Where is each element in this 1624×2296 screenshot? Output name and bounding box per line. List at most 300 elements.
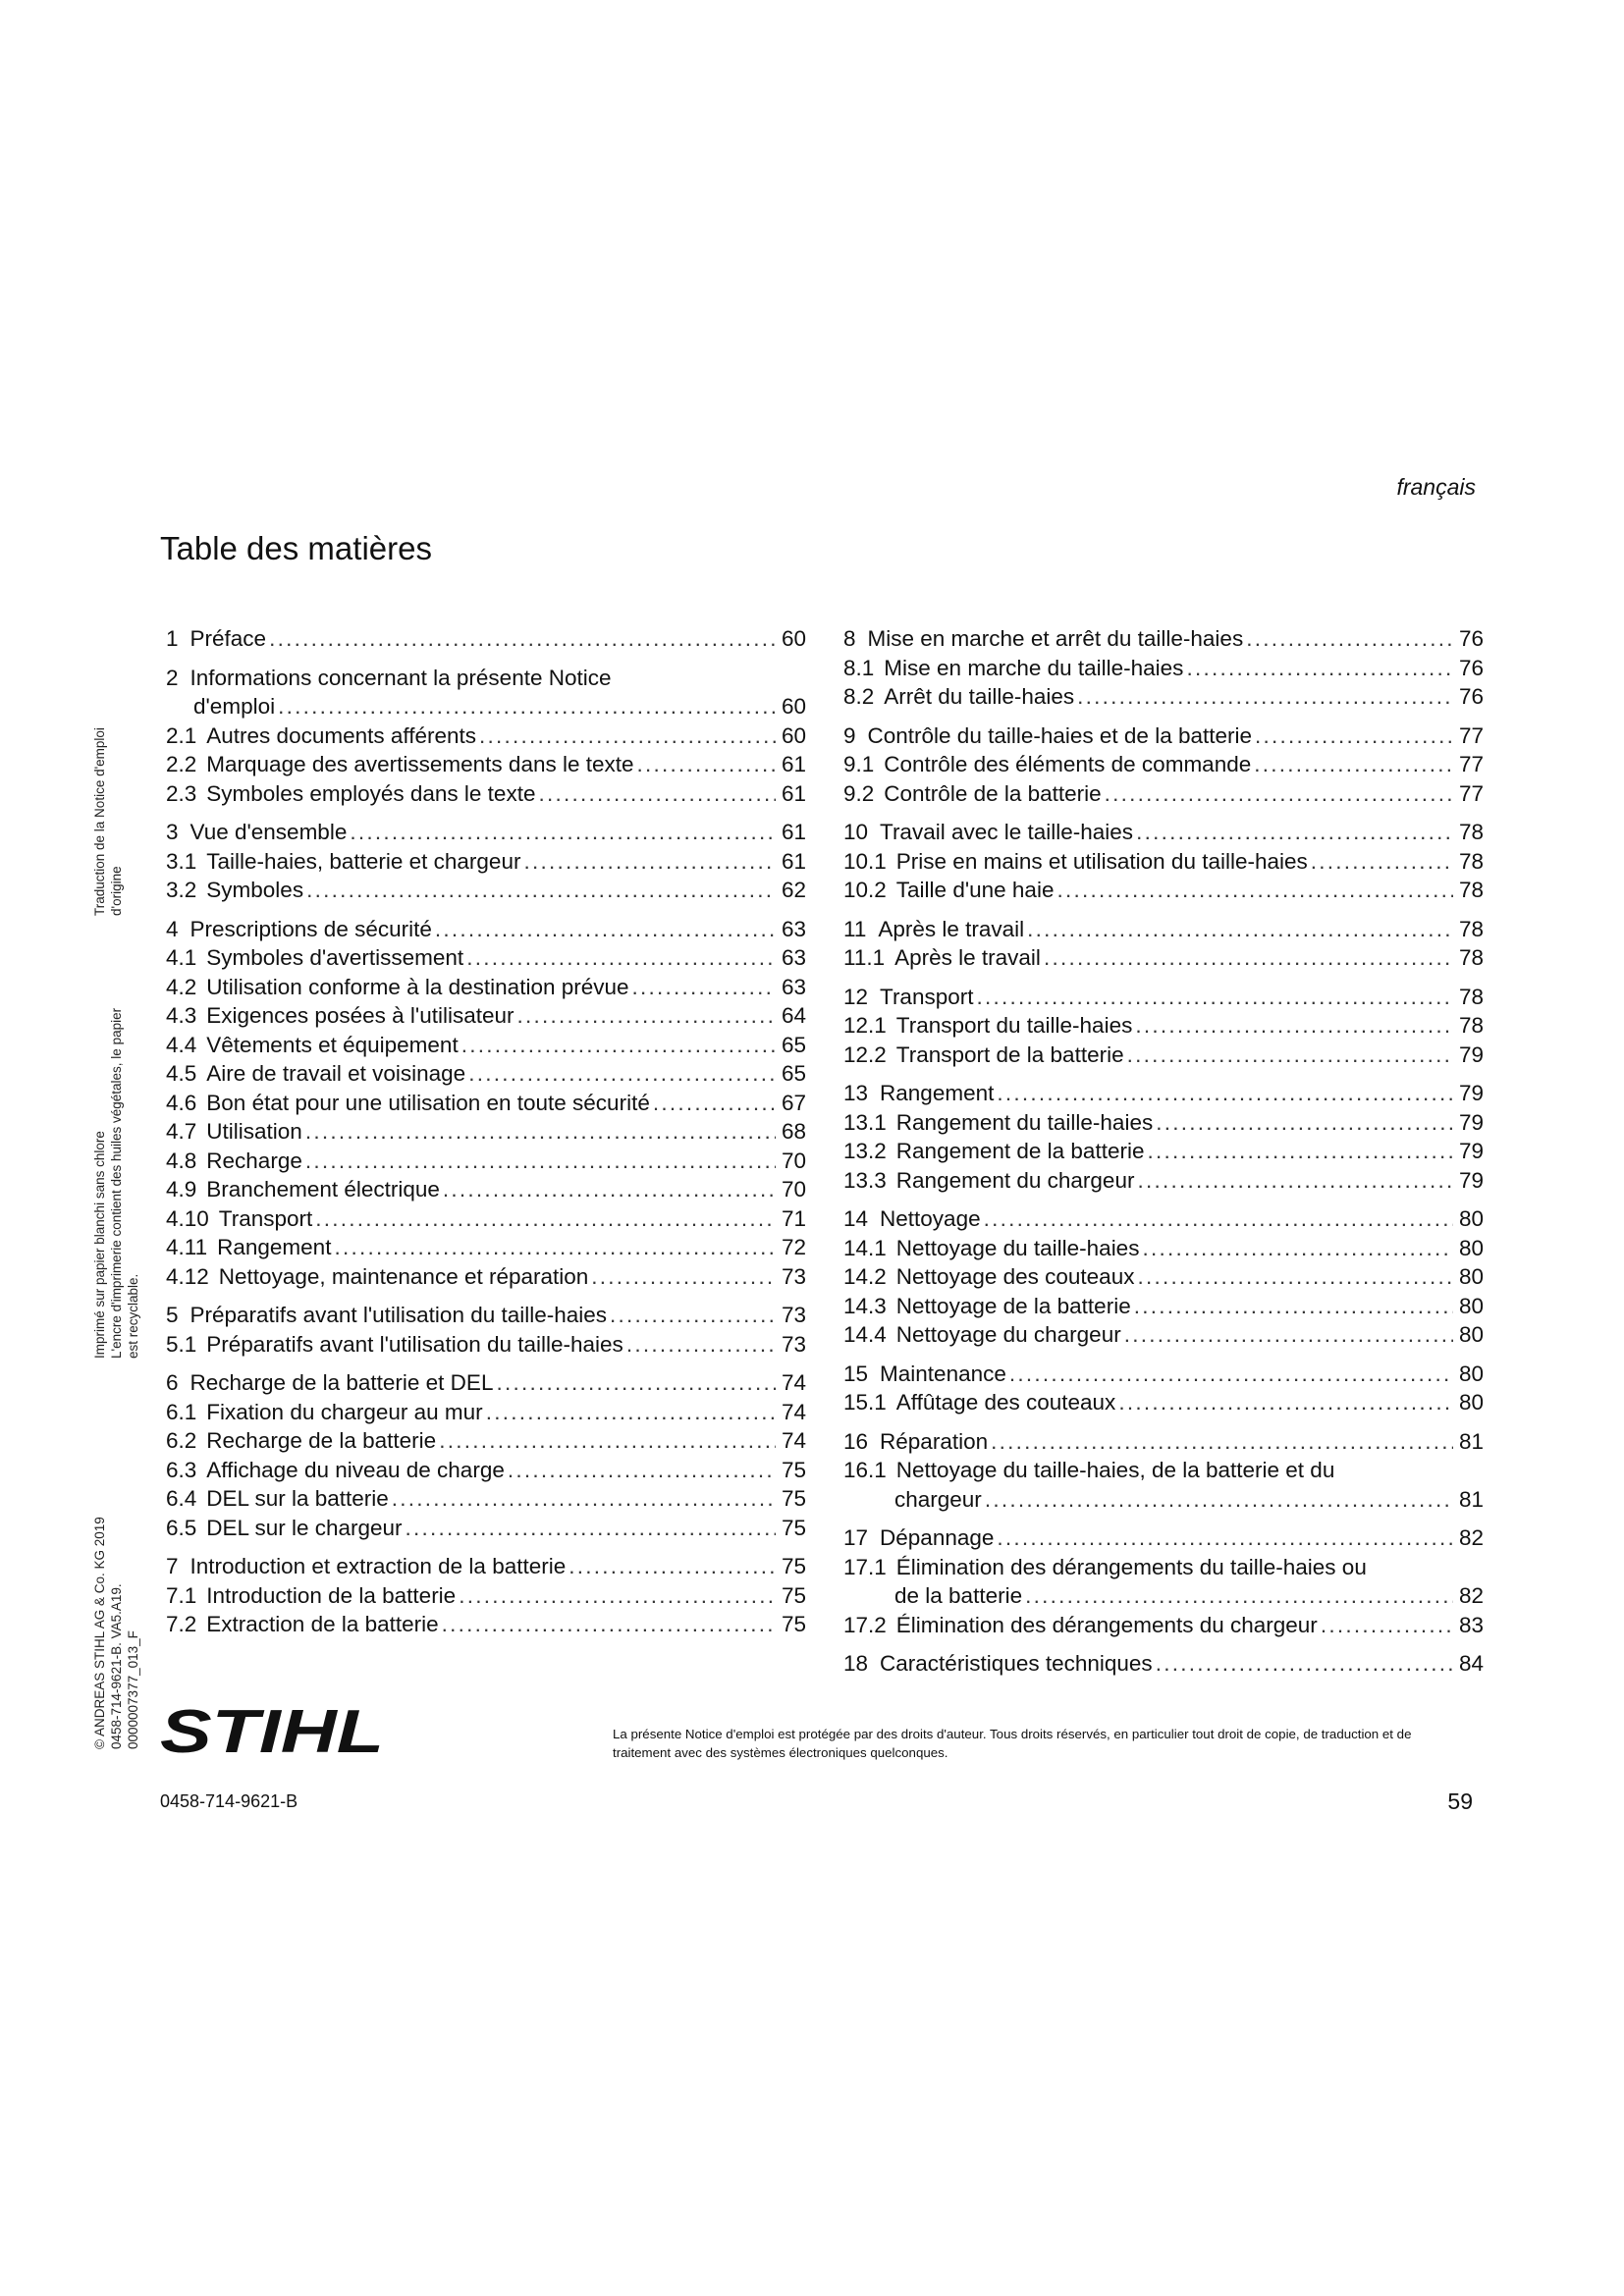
- toc-page-number: 71: [781, 1205, 806, 1231]
- toc-section-entry: [843, 943, 1484, 973]
- toc-page-number: 70: [781, 1148, 806, 1173]
- toc-page-number: 60: [781, 694, 806, 719]
- toc-leader-dots: [1156, 1649, 1453, 1679]
- toc-page-number: 77: [1458, 722, 1484, 748]
- toc-chapter-entry: [843, 1360, 1484, 1389]
- toc-leader-dots: [315, 1204, 776, 1234]
- toc-title: Prescriptions de sécurité: [189, 916, 432, 941]
- toc-leader-dots: [637, 750, 776, 779]
- toc-title: Symboles: [206, 878, 304, 902]
- toc-title: Maintenance: [880, 1361, 1006, 1386]
- toc-title: Élimination des dérangements du chargeur: [895, 1612, 1318, 1637]
- toc-number: 2.3: [166, 780, 197, 806]
- toc-leader-dots: [269, 624, 776, 654]
- toc-leader-dots: [610, 1301, 776, 1330]
- toc-leader-dots: [439, 1426, 776, 1456]
- toc-chapter-entry: [843, 1649, 1484, 1679]
- toc-number: 14.3: [843, 1293, 887, 1318]
- sidebar-translation-note: [91, 727, 125, 916]
- toc-section-entry: [843, 1234, 1484, 1263]
- toc-leader-dots: [1254, 750, 1453, 779]
- toc-title: Recharge de la batterie: [206, 1428, 437, 1453]
- toc-number: 12.2: [843, 1041, 887, 1067]
- toc-number: 6: [166, 1370, 179, 1395]
- toc-number: 17: [843, 1525, 869, 1550]
- toc-title: Rangement du chargeur: [895, 1167, 1135, 1193]
- toc-leader-dots: [1124, 1320, 1453, 1350]
- toc-number: 6.2: [166, 1428, 197, 1453]
- toc-section-entry: [843, 1011, 1484, 1041]
- toc-title: Symboles employés dans le texte: [206, 780, 536, 806]
- toc-leader-dots: [1056, 876, 1453, 905]
- toc-number: 17.1: [843, 1554, 887, 1579]
- toc-section-entry: [843, 1320, 1484, 1350]
- toc-leader-dots: [984, 1204, 1453, 1234]
- sidebar-line: L'encre d'imprimerie contient des huiles végétales, le papier: [109, 1007, 124, 1359]
- toc-leader-dots: [997, 1523, 1453, 1553]
- toc-leader-dots: [517, 1001, 776, 1031]
- toc-chapter-entry: [166, 1552, 806, 1581]
- toc-title-continued: d'emploi: [193, 694, 276, 719]
- toc-leader-dots: [1142, 1234, 1453, 1263]
- toc-number: 4.11: [166, 1235, 208, 1259]
- toc-page-number: 77: [1458, 780, 1484, 806]
- toc-page-number: 76: [1458, 655, 1484, 680]
- sidebar-copyright-note: [91, 1517, 141, 1749]
- toc-section-entry: [843, 779, 1484, 809]
- toc-title: Nettoyage du taille-haies, de la batterie et du: [895, 1458, 1335, 1482]
- sidebar-line: 0458-714-9621-B. VA5.A19.: [109, 1583, 124, 1749]
- toc-number: 12: [843, 984, 869, 1009]
- toc-title: Rangement de la batterie: [895, 1139, 1145, 1163]
- toc-page-number: 74: [781, 1370, 806, 1395]
- toc-page-number: 77: [1458, 752, 1484, 776]
- toc-page-number: 78: [1458, 916, 1484, 941]
- toc-number: 4.4: [166, 1032, 197, 1057]
- logo-text: STIHL: [160, 1703, 384, 1758]
- toc-section-entry: [843, 682, 1484, 712]
- toc-number: 14: [843, 1206, 869, 1231]
- toc-number: 11: [843, 916, 867, 941]
- toc-number: 4.3: [166, 1003, 197, 1028]
- toc-leader-dots: [442, 1610, 776, 1639]
- sidebar-print-note: [91, 1008, 141, 1359]
- toc-page-number: 75: [781, 1612, 806, 1636]
- toc-number: 10: [843, 820, 869, 844]
- toc-title-continued: chargeur: [894, 1486, 982, 1512]
- toc-page-number: 83: [1458, 1612, 1484, 1637]
- toc-leader-dots: [538, 779, 776, 809]
- toc-section-entry: [166, 721, 806, 751]
- toc-title: Transport: [880, 984, 974, 1009]
- toc-page-number: 80: [1458, 1322, 1484, 1347]
- toc-number: 14.2: [843, 1264, 887, 1289]
- toc-number: 4: [166, 916, 179, 941]
- toc-title: Taille d'une haie: [895, 878, 1055, 902]
- toc-number: 13.2: [843, 1139, 887, 1163]
- toc-section-entry: [166, 1204, 806, 1234]
- stihl-logo: [160, 1703, 388, 1758]
- toc-chapter-entry: [843, 721, 1484, 751]
- toc-page-number: 73: [781, 1303, 806, 1327]
- toc-number: 13: [843, 1081, 869, 1105]
- toc-title: Informations concernant la présente Notice: [189, 665, 612, 690]
- toc-page-number: 75: [781, 1582, 806, 1608]
- toc-section-entry: [843, 876, 1484, 905]
- toc-number: 15.1: [843, 1390, 887, 1415]
- toc-title: Rangement: [880, 1081, 995, 1105]
- toc-page-number: 63: [781, 916, 806, 941]
- toc-title: Fixation du chargeur au mur: [206, 1399, 483, 1424]
- toc-leader-dots: [1147, 1137, 1453, 1166]
- toc-chapter-entry: [166, 818, 806, 847]
- toc-leader-dots: [406, 1514, 776, 1543]
- toc-title: Nettoyage du taille-haies: [895, 1235, 1140, 1260]
- toc-number: 12.1: [843, 1013, 887, 1038]
- page-number: 59: [1447, 1789, 1473, 1814]
- toc-leader-dots: [1127, 1041, 1453, 1070]
- toc-page-number: 80: [1458, 1264, 1484, 1289]
- toc-section-entry: [166, 750, 806, 779]
- toc-page-number: 78: [1458, 945, 1484, 970]
- toc-leader-dots: [1321, 1611, 1453, 1640]
- toc-chapter-entry: [166, 624, 806, 654]
- toc-page-number: 73: [781, 1263, 806, 1289]
- toc-number: 4.2: [166, 974, 197, 999]
- toc-page-number: 65: [781, 1032, 806, 1057]
- toc-leader-dots: [461, 1031, 776, 1060]
- sidebar-line: 0000007377_013_F: [126, 1630, 140, 1749]
- toc-number: 6.3: [166, 1457, 197, 1482]
- toc-chapter-entry: [843, 1427, 1484, 1457]
- toc-page-number: 63: [781, 945, 806, 970]
- sidebar-line: Traduction de la Notice d'emploi: [92, 727, 107, 916]
- toc-title: Nettoyage de la batterie: [895, 1293, 1131, 1318]
- toc-page-number: 80: [1458, 1390, 1484, 1415]
- toc-title: Préface: [189, 626, 267, 651]
- toc-section-entry: [166, 1233, 806, 1262]
- toc-title: Rangement: [217, 1235, 332, 1259]
- toc-leader-dots: [976, 983, 1453, 1012]
- sidebar-line: Imprimé sur papier blanchi sans chlore: [92, 1131, 107, 1359]
- toc-title: Réparation: [880, 1428, 989, 1454]
- toc-title: Dépannage: [880, 1525, 995, 1550]
- toc-number: 8.1: [843, 655, 875, 680]
- toc-title: Symboles d'avertissement: [206, 945, 464, 970]
- toc-right-column: [843, 624, 1484, 1679]
- toc-page-number: 78: [1458, 820, 1484, 844]
- toc-section-entry: [166, 1330, 806, 1360]
- toc-leader-dots: [1136, 818, 1453, 847]
- toc-page-number: 80: [1458, 1206, 1484, 1231]
- toc-page-number: 81: [1458, 1428, 1484, 1454]
- toc-page-number: 74: [781, 1399, 806, 1424]
- toc-number: 4.9: [166, 1177, 197, 1201]
- toc-leader-dots: [653, 1089, 776, 1118]
- toc-leader-dots: [991, 1427, 1453, 1457]
- toc-section-entry: [843, 1108, 1484, 1138]
- toc-number: 1: [166, 626, 179, 651]
- toc-leader-dots: [1105, 779, 1453, 809]
- toc-title: Contrôle des éléments de commande: [884, 752, 1252, 776]
- toc-title: Affûtage des couteaux: [895, 1390, 1116, 1415]
- toc-number: 16.1: [843, 1458, 887, 1482]
- toc-leader-dots: [305, 1117, 776, 1147]
- toc-leader-dots: [1134, 1292, 1453, 1321]
- toc-page-number: 78: [1458, 848, 1484, 874]
- toc-page-number: 74: [781, 1428, 806, 1453]
- toc-page-number: 75: [781, 1554, 806, 1578]
- toc-number: 18: [843, 1651, 869, 1676]
- toc-title: Arrêt du taille-haies: [884, 684, 1075, 709]
- toc-number: 5.1: [166, 1331, 197, 1357]
- toc-leader-dots: [568, 1552, 776, 1581]
- toc-section-entry: [843, 1262, 1484, 1292]
- toc-number: 7: [166, 1554, 179, 1578]
- toc-leader-dots: [1027, 915, 1453, 944]
- toc-section-entry: [166, 1147, 806, 1176]
- toc-section-entry: [843, 1166, 1484, 1196]
- toc-page-number: 75: [781, 1457, 806, 1482]
- toc-title: Mise en marche et arrêt du taille-haies: [867, 626, 1244, 651]
- toc-chapter-entry: [166, 1301, 806, 1330]
- sidebar-line: © ANDREAS STIHL AG & Co. KG 2019: [92, 1517, 107, 1749]
- toc-section-entry: [166, 1175, 806, 1204]
- toc-number: 6.5: [166, 1515, 197, 1540]
- toc-section-entry: [166, 973, 806, 1002]
- toc-page-number: 68: [781, 1119, 806, 1144]
- toc-leader-dots: [479, 721, 776, 751]
- toc-page-number: 82: [1458, 1583, 1484, 1608]
- toc-title: Affichage du niveau de charge: [206, 1457, 505, 1482]
- sidebar-line: d'origine: [109, 866, 124, 916]
- toc-number: 3: [166, 820, 179, 844]
- toc-page-number: 78: [1458, 984, 1484, 1009]
- toc-section-entry: [843, 1611, 1484, 1640]
- toc-section-entry: [166, 1398, 806, 1427]
- toc-page-number: 61: [781, 848, 806, 874]
- toc-title: Exigences posées à l'utilisateur: [206, 1003, 514, 1028]
- toc-number: 10.2: [843, 878, 887, 902]
- toc-section-entry: [843, 1388, 1484, 1417]
- toc-title: Transport du taille-haies: [895, 1013, 1133, 1038]
- toc-title: Branchement électrique: [206, 1177, 440, 1201]
- toc-section-entry: [843, 1292, 1484, 1321]
- toc-title: DEL sur le chargeur: [206, 1515, 403, 1540]
- toc-leader-dots: [591, 1262, 776, 1292]
- toc-page-number: 67: [781, 1090, 806, 1115]
- toc-title: Taille-haies, batterie et chargeur: [206, 848, 521, 874]
- toc-chapter-entry: [843, 818, 1484, 847]
- toc-page-number: 79: [1458, 1041, 1484, 1067]
- toc-number: 5: [166, 1303, 179, 1327]
- toc-page-number: 81: [1458, 1486, 1484, 1512]
- toc-title: Préparatifs avant l'utilisation du taille-haies: [189, 1303, 608, 1327]
- toc-page-number: 75: [781, 1486, 806, 1511]
- toc-chapter-entry: [843, 915, 1484, 944]
- toc-page-number: 76: [1458, 626, 1484, 651]
- toc-leader-dots: [508, 1456, 776, 1485]
- toc-section-entry: [843, 1553, 1484, 1611]
- toc-title: Utilisation conforme à la destination prévue: [206, 974, 629, 999]
- toc-number: 17.2: [843, 1612, 887, 1637]
- toc-leader-dots: [306, 876, 776, 905]
- toc-number: 4.7: [166, 1119, 197, 1144]
- toc-page-number: 72: [781, 1235, 806, 1259]
- toc-chapter-entry: [843, 1523, 1484, 1553]
- toc-page-number: 79: [1458, 1081, 1484, 1105]
- toc-page-number: 60: [781, 722, 806, 748]
- toc-title: Recharge de la batterie et DEL: [189, 1370, 494, 1395]
- toc-page-number: 61: [781, 780, 806, 806]
- toc-page-number: 63: [781, 974, 806, 999]
- toc-number: 13.1: [843, 1109, 887, 1135]
- toc-page-number: 78: [1458, 878, 1484, 902]
- toc-section-entry: [166, 1059, 806, 1089]
- toc-section-entry: [166, 1001, 806, 1031]
- toc-leader-dots: [1137, 1166, 1453, 1196]
- toc-title: Préparatifs avant l'utilisation du taille-haies: [206, 1331, 623, 1357]
- toc-title: Aire de travail et voisinage: [206, 1061, 466, 1086]
- toc-title: Extraction de la batterie: [206, 1612, 439, 1636]
- toc-page-number: 60: [781, 626, 806, 651]
- toc-leader-dots: [523, 847, 776, 877]
- toc-number: 3.2: [166, 878, 197, 902]
- toc-page-number: 75: [781, 1515, 806, 1540]
- toc-section-entry: [166, 1262, 806, 1292]
- toc-leader-dots: [626, 1330, 776, 1360]
- toc-section-entry: [166, 1484, 806, 1514]
- toc-section-entry: [166, 876, 806, 905]
- toc-title: Transport de la batterie: [895, 1041, 1124, 1067]
- toc-leader-dots: [278, 692, 776, 721]
- toc-number: 2.1: [166, 722, 197, 748]
- toc-leader-dots: [1118, 1388, 1453, 1417]
- toc-leader-dots: [496, 1368, 776, 1398]
- toc-page-number: 82: [1458, 1525, 1484, 1550]
- toc-chapter-entry: [166, 915, 806, 944]
- toc-number: 7.1: [166, 1582, 197, 1608]
- toc-page-number: 76: [1458, 684, 1484, 709]
- toc-page-number: 80: [1458, 1293, 1484, 1318]
- toc-title: Bon état pour une utilisation en toute sécurité: [206, 1090, 650, 1115]
- toc-section-entry: [166, 1581, 806, 1611]
- toc-page-number: 84: [1458, 1651, 1484, 1676]
- toc-page-number: 64: [781, 1003, 806, 1028]
- toc-number: 9.2: [843, 780, 875, 806]
- toc-section-entry: [843, 1456, 1484, 1514]
- toc-leader-dots: [459, 1581, 776, 1611]
- toc-title: Vêtements et équipement: [206, 1032, 459, 1057]
- document-code: 0458-714-9621-B: [160, 1791, 298, 1811]
- toc-number: 3.1: [166, 848, 197, 874]
- toc-number: 6.1: [166, 1399, 197, 1424]
- toc-page-number: 79: [1458, 1139, 1484, 1163]
- toc-section-entry: [166, 943, 806, 973]
- toc-title: Nettoyage: [880, 1206, 981, 1231]
- toc-title: Nettoyage des couteaux: [895, 1264, 1135, 1289]
- toc-number: 4.10: [166, 1205, 209, 1231]
- toc-number: 8.2: [843, 684, 875, 709]
- toc-title-continued: de la batterie: [894, 1583, 1023, 1608]
- toc-leader-dots: [466, 943, 776, 973]
- toc-page-number: 80: [1458, 1361, 1484, 1386]
- toc-section-entry: [843, 1041, 1484, 1070]
- toc-page-number: 73: [781, 1331, 806, 1357]
- toc-title: Marquage des avertissements dans le texte: [206, 752, 634, 776]
- toc-title: Introduction de la batterie: [206, 1582, 457, 1608]
- toc-leader-dots: [997, 1079, 1453, 1108]
- toc-leader-dots: [392, 1484, 776, 1514]
- toc-page-number: 65: [781, 1061, 806, 1086]
- toc-number: 4.5: [166, 1061, 197, 1086]
- toc-page-number: 62: [781, 878, 806, 902]
- toc-number: 11.1: [843, 945, 886, 970]
- toc-number: 16: [843, 1428, 869, 1454]
- toc-chapter-entry: [166, 1368, 806, 1398]
- toc-title: Nettoyage, maintenance et réparation: [218, 1263, 589, 1289]
- toc-leader-dots: [435, 915, 776, 944]
- toc-title: Travail avec le taille-haies: [880, 820, 1134, 844]
- toc-leader-dots: [1186, 654, 1453, 683]
- toc-section-entry: [166, 779, 806, 809]
- language-label: français: [1396, 474, 1476, 500]
- toc-leader-dots: [1044, 943, 1453, 973]
- toc-section-entry: [843, 654, 1484, 683]
- toc-number: 15: [843, 1361, 869, 1386]
- toc-number: 8: [843, 626, 856, 651]
- toc-title: Utilisation: [206, 1119, 302, 1144]
- toc-title: Recharge: [206, 1148, 302, 1173]
- toc-leader-dots: [985, 1485, 1453, 1515]
- toc-section-entry: [166, 1117, 806, 1147]
- toc-section-entry: [166, 1456, 806, 1485]
- toc-number: 9.1: [843, 752, 875, 776]
- toc-title: Caractéristiques techniques: [880, 1651, 1153, 1676]
- toc-leader-dots: [350, 818, 776, 847]
- toc-title: Transport: [218, 1205, 313, 1231]
- sidebar-line: est recyclable.: [126, 1273, 140, 1359]
- toc-leader-dots: [1311, 847, 1453, 877]
- toc-section-entry: [166, 1426, 806, 1456]
- toc-title: Contrôle de la batterie: [884, 780, 1102, 806]
- toc-leader-dots: [1025, 1581, 1453, 1611]
- toc-number: 6.4: [166, 1486, 197, 1511]
- toc-title: Vue d'ensemble: [189, 820, 348, 844]
- toc-leader-dots: [1255, 721, 1453, 751]
- toc-page-number: 70: [781, 1177, 806, 1201]
- toc-chapter-entry: [843, 624, 1484, 654]
- toc-title: Introduction et extraction de la batterie: [189, 1554, 567, 1578]
- copyright-notice: La présente Notice d'emploi est protégée par des droits d'auteur. Tous droits réservés, en particulier tout droit de copie, de traduction et de traitement avec des systèmes électroniques quelconques.: [613, 1727, 1412, 1760]
- toc-title: Autres documents afférents: [206, 722, 477, 748]
- toc-leader-dots: [1135, 1011, 1453, 1041]
- toc-section-entry: [843, 847, 1484, 877]
- toc-page-number: 61: [781, 752, 806, 776]
- toc-number: 9: [843, 722, 856, 748]
- toc-page-number: 78: [1458, 1013, 1484, 1038]
- toc-title: Contrôle du taille-haies et de la batterie: [867, 722, 1253, 748]
- toc-leader-dots: [486, 1398, 776, 1427]
- toc-page-number: 79: [1458, 1109, 1484, 1135]
- toc-section-entry: [166, 847, 806, 877]
- toc-section-entry: [166, 1031, 806, 1060]
- toc-number: 4.6: [166, 1090, 197, 1115]
- toc-number: 13.3: [843, 1167, 887, 1193]
- toc-title: Rangement du taille-haies: [895, 1109, 1154, 1135]
- page-title: Table des matières: [160, 530, 432, 566]
- toc-leader-dots: [334, 1233, 776, 1262]
